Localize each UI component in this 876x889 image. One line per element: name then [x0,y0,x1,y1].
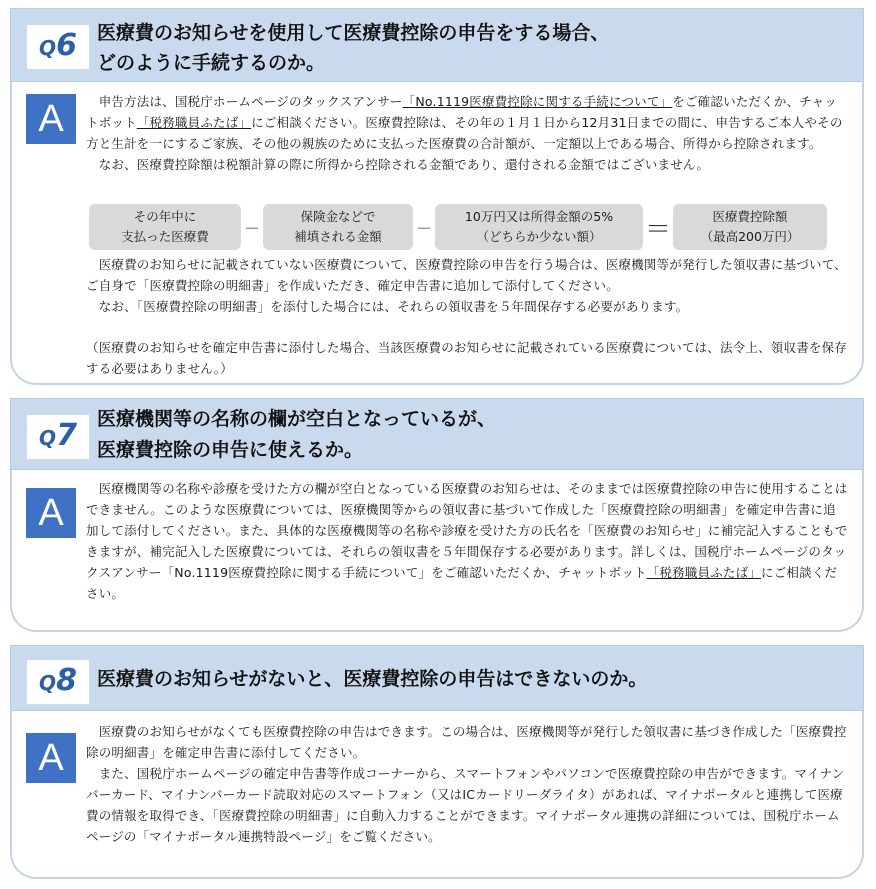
answer-box-q8 [10,711,864,879]
deduction-formula [89,204,827,250]
question-badge-q6 [27,25,89,69]
question-title-q6 [97,18,853,78]
question-title-line2: どのように手続するのか。 [97,52,326,74]
question-label: Q [39,671,57,695]
question-title-q7 [97,404,853,466]
formula-minus-operator: － [415,218,432,238]
question-number: 8 [56,663,77,698]
question-label: Q [39,426,57,450]
formula-minus-operator: － [243,218,260,238]
answer-text-q6-top [86,91,848,175]
answer-box-q6 [10,82,864,385]
qa-section-q7 [10,398,864,632]
chatbot-futaba-link[interactable]: 「税務職員ふたば」 [136,115,252,130]
question-label: Q [39,36,57,60]
formula-box-insurance: 保険金などで 補填される金額 [263,204,413,250]
answer-paragraph: 医療費のお知らせに記載されていない医療費について、医療費控除の申告を行う場合は、医療機関等が発行した領収書に基づいて、ご自身で「医療費控除の明細書」を作成いただき、確定申告書に追加して添付してください。 [86,257,847,293]
question-number: 7 [56,418,77,453]
question-title-q8 [97,664,853,694]
question-title-line1: 医療費のお知らせを使用して医療費控除の申告をする場合、 [97,22,610,44]
formula-equals-operator: ＝ [644,214,671,245]
tax-answer-link[interactable]: 「No.1119医療費控除に関する手続について」 [402,94,673,109]
question-title-line1: 医療機関等の名称の欄が空白となっているが、 [97,408,497,430]
qa-section-q8 [10,645,864,879]
qa-section-q6 [10,8,864,385]
answer-badge-q6: A [26,94,76,144]
question-header-q7 [10,398,864,470]
question-header-q8 [10,645,864,711]
question-header-q6 [10,8,864,82]
question-title-line1: 医療費のお知らせがないと、医療費控除の申告はできないのか。 [97,668,648,690]
answer-paragraph: 医療機関等の名称や診療を受けた方の欄が空白となっている医療費のお知らせは、そのままでは医療費控除の申告に使用することはできません。このような医療費については、医療機関等からの領収書に基づいて作成した「医療費控除の明細書」を確定申告書に追加して添付してください。また、具体的な医療機関等の名称や診療を受けた方の氏名を「医療費のお知らせ」に補完記入することもできますが、補完記入した医療費については、それらの領収書を５年間保存する必要があります。詳しくは、国税庁ホームページのタックスアンサー「No.1119医療費控除に関する手続について」をご確認いただくか、チャットボット「税務職員ふたば」にご相談ください。 [86,481,848,601]
answer-paragraph: なお、医療費控除額は税額計算の際に所得から控除される金額であり、還付される金額ではございません。 [86,157,710,172]
formula-box-threshold: 10万円又は所得金額の5% （どちらか少ない額） [435,204,643,250]
answer-box-q7 [10,470,864,632]
question-badge-q7 [27,415,89,459]
answer-note: （医療費のお知らせを確定申告書に添付した場合、当該医療費のお知らせに記載されている医療費については、法令上、領収書を保存する必要はありません。） [86,340,848,376]
question-title-line2: 医療費控除の申告に使えるか。 [97,439,364,461]
answer-paragraph: また、国税庁ホームページの確定申告書等作成コーナーから、スマートフォンやパソコンで医療費控除の申告ができます。マイナンバーカード、マイナンバーカード読取対応のスマートフォン（又はICカードリーダライタ）があれば、マイナポータルと連携して医療費の情報を取得でき、「医療費控除の明細書」に自動入力することができます。マイナポータル連携の詳細については、国税庁ホームページの「マイナポータル連携特設ページ」をご覧ください。 [86,766,845,844]
formula-box-paid-expenses: その年中に 支払った医療費 [89,204,241,250]
answer-paragraph: なお、「医療費控除の明細書」を添付した場合には、それらの領収書を５年間保存する必要があります。 [86,299,689,314]
question-badge-q8 [27,660,89,704]
chatbot-futaba-link[interactable]: 「税務職員ふたば」 [646,565,762,580]
formula-box-deduction-amount: 医療費控除額 （最高200万円） [673,204,827,250]
answer-paragraph: 申告方法は、国税庁ホームページのタックスアンサー「No.1119医療費控除に関する手続について」をご確認いただくか、チャットボット「税務職員ふたば」にご相談ください。医療費控除は、その年の１月１日から12月31日までの間に、申告するご本人やその方と生計を一にするご家族、その他の親族のために支払った医療費の合計額が、一定額以上である場合、所得から控除されます。 [86,94,843,151]
answer-text-q7 [86,478,848,604]
answer-text-q8 [86,721,848,847]
answer-paragraph: 医療費のお知らせがなくても医療費控除の申告はできます。この場合は、医療機関等が発行した領収書に基づき作成した「医療費控除の明細書」を確定申告書に添付してください。 [86,724,847,760]
answer-badge-q7: A [26,488,76,538]
answer-text-q6-note [86,337,848,379]
question-number: 6 [56,28,77,63]
answer-badge-q8: A [26,733,76,783]
answer-text-q6-bottom [86,254,848,317]
